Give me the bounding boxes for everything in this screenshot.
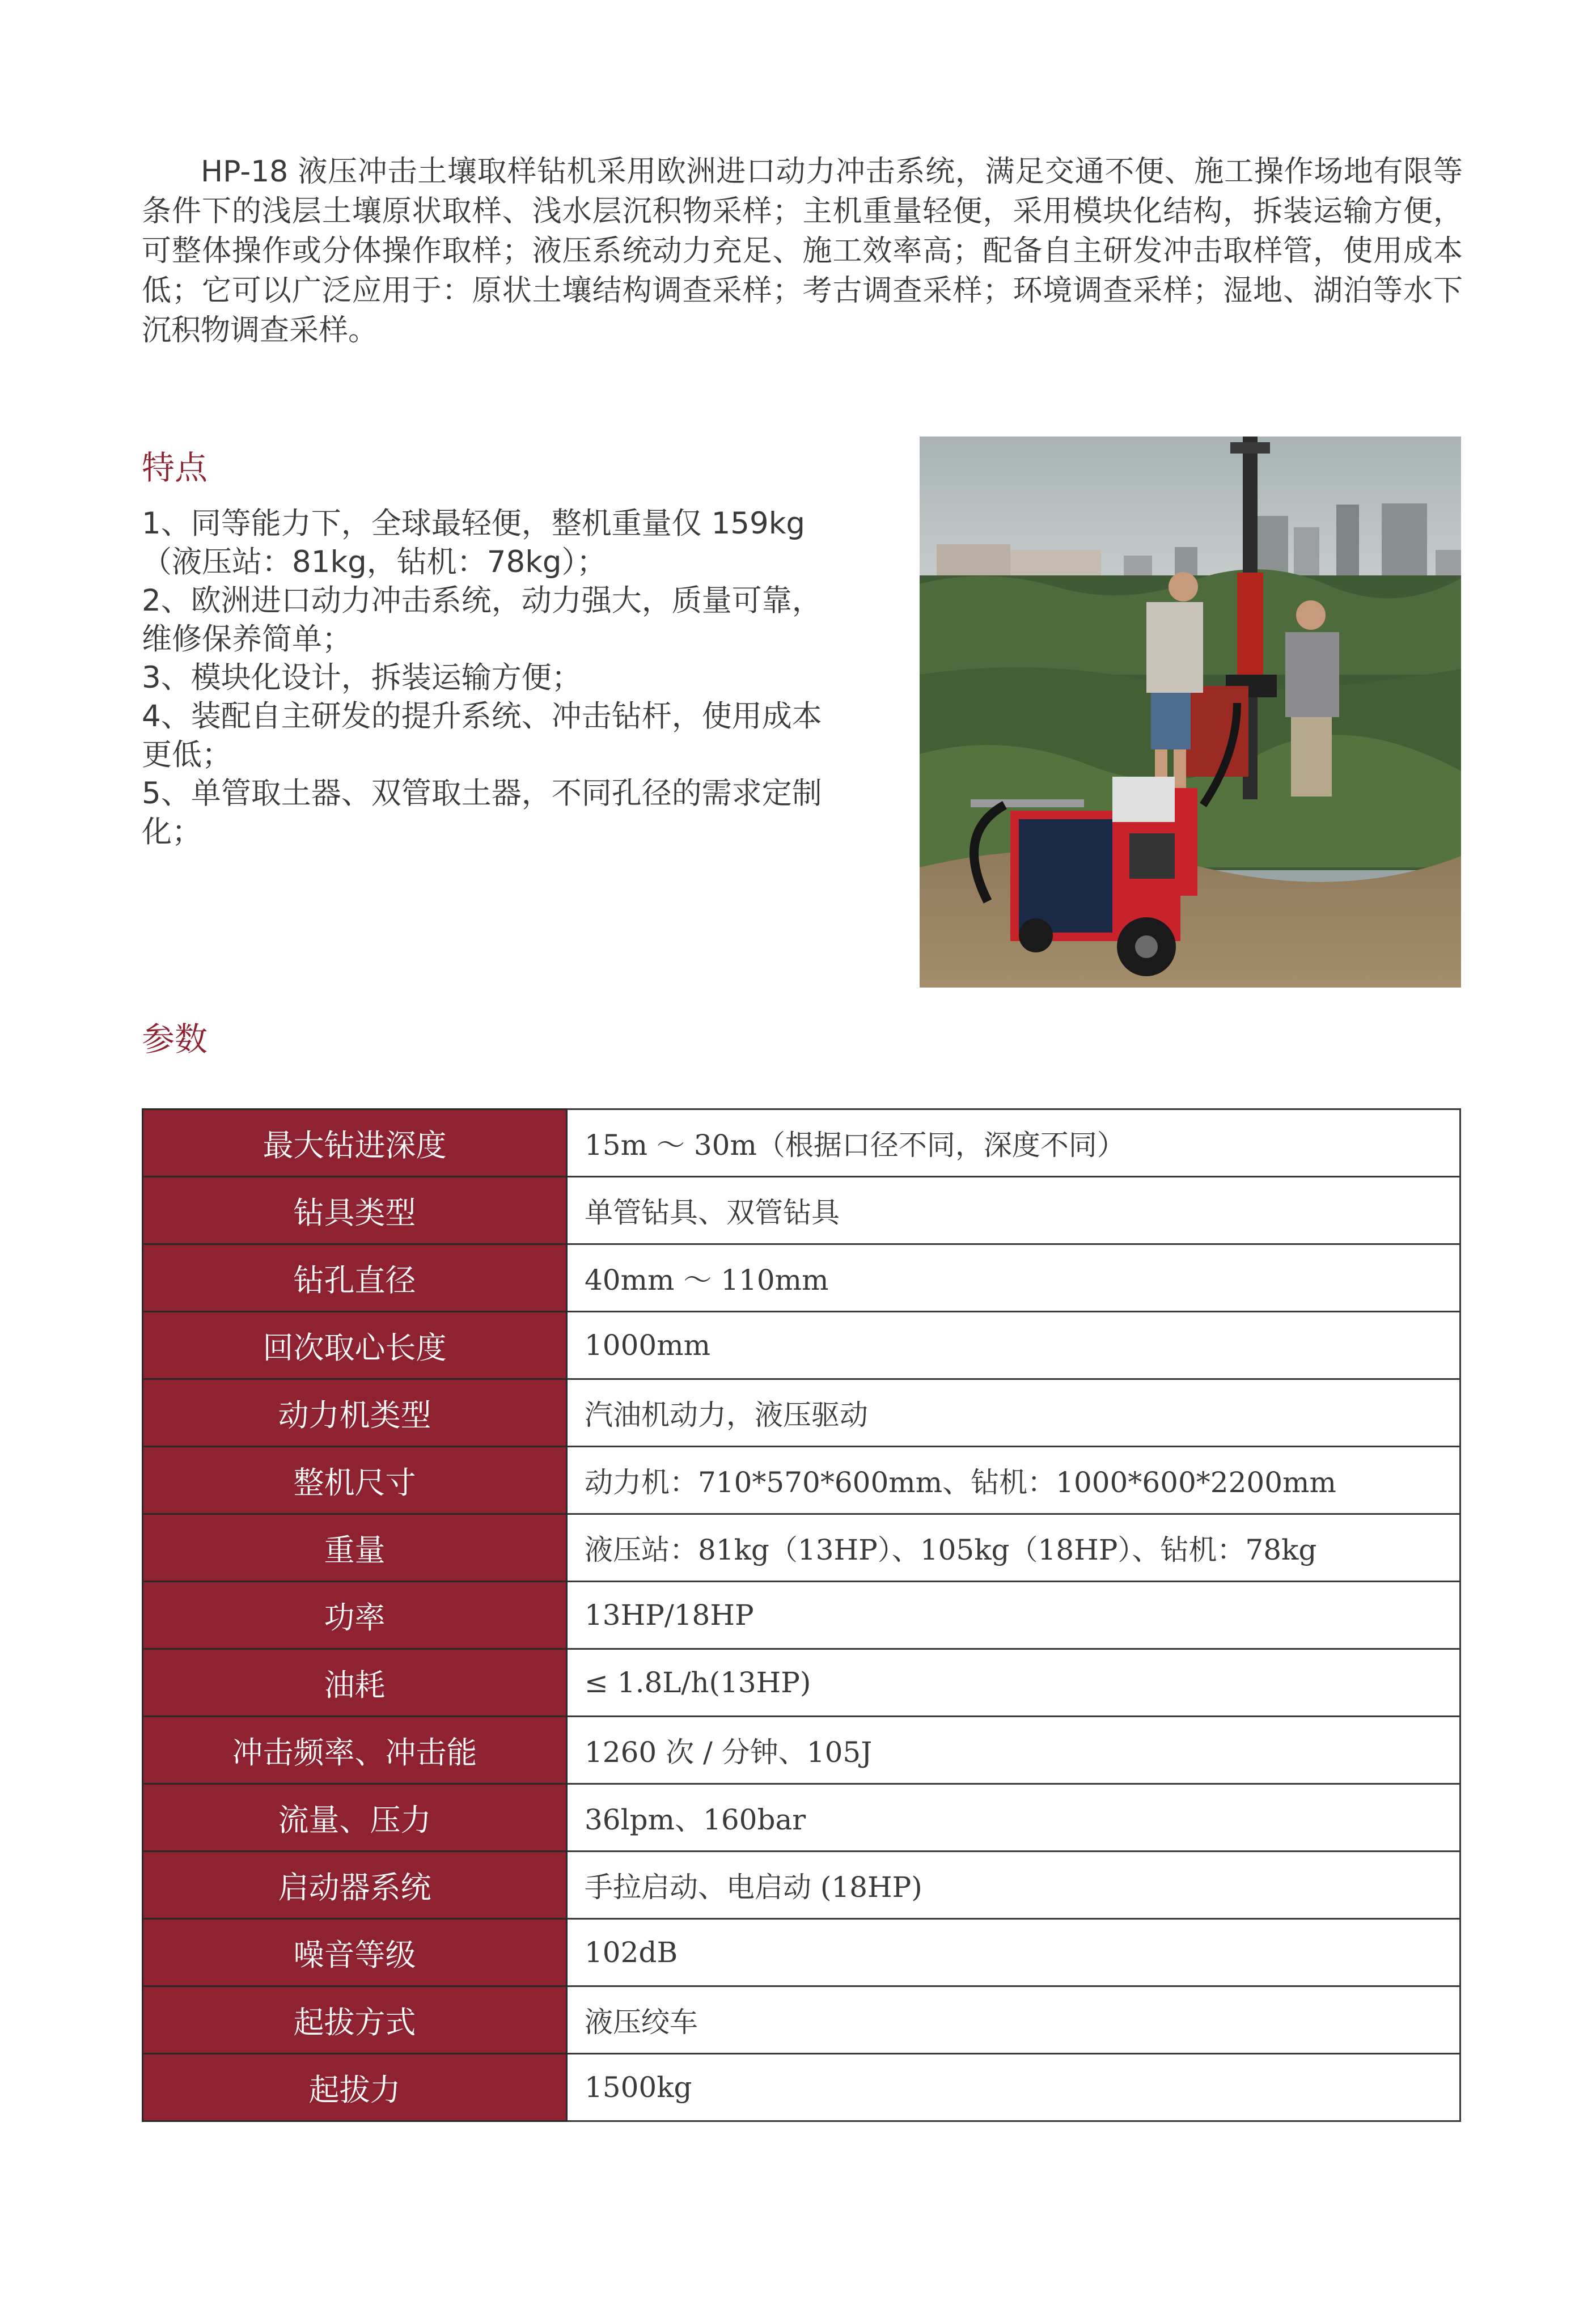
table-row bbox=[143, 1177, 1460, 1244]
param-name: 起拔方式 bbox=[143, 1986, 567, 2054]
params-table bbox=[142, 1108, 1461, 2122]
table-row bbox=[143, 1986, 1460, 2054]
param-name: 整机尺寸 bbox=[143, 1447, 567, 1514]
feature-item: 3、模块化设计，拆装运输方便； bbox=[142, 660, 582, 695]
param-name: 重量 bbox=[143, 1514, 567, 1582]
feature-item: 5、单管取土器、双管取土器，不同孔径的需求定制化； bbox=[142, 776, 822, 849]
param-value: 1500kg bbox=[567, 2054, 1460, 2121]
table-row bbox=[143, 1852, 1460, 1919]
table-row bbox=[143, 1379, 1460, 1447]
drill-rig-photo bbox=[920, 437, 1461, 988]
param-value: 102dB bbox=[567, 1919, 1460, 1986]
table-row bbox=[143, 1717, 1460, 1784]
param-value: 40mm ～ 110mm bbox=[567, 1244, 1460, 1312]
param-name: 最大钻进深度 bbox=[143, 1109, 567, 1177]
param-value: ≤ 1.8L/h(13HP) bbox=[567, 1649, 1460, 1717]
param-name: 启动器系统 bbox=[143, 1852, 567, 1919]
param-name: 动力机类型 bbox=[143, 1379, 567, 1447]
param-name: 油耗 bbox=[143, 1649, 567, 1717]
param-name: 起拔力 bbox=[143, 2054, 567, 2121]
param-name: 钻具类型 bbox=[143, 1177, 567, 1244]
param-value: 1000mm bbox=[567, 1312, 1460, 1379]
table-row bbox=[143, 1312, 1460, 1379]
features-list bbox=[142, 505, 839, 852]
param-value: 单管钻具、双管钻具 bbox=[567, 1177, 1460, 1244]
table-row bbox=[143, 1447, 1460, 1514]
table-row bbox=[143, 1919, 1460, 1986]
param-value: 1260 次 / 分钟、105J bbox=[567, 1717, 1460, 1784]
param-value: 36lpm、160bar bbox=[567, 1784, 1460, 1852]
param-name: 流量、压力 bbox=[143, 1784, 567, 1852]
table-row bbox=[143, 1514, 1460, 1582]
param-value: 汽油机动力，液压驱动 bbox=[567, 1379, 1460, 1447]
table-row bbox=[143, 2054, 1460, 2121]
table-row bbox=[143, 1109, 1460, 1177]
param-name: 钻孔直径 bbox=[143, 1244, 567, 1312]
param-name: 回次取心长度 bbox=[143, 1312, 567, 1379]
intro-paragraph: HP-18 液压冲击土壤取样钻机采用欧洲进口动力冲击系统，满足交通不便、施工操作场地有限等条件下的浅层土壤原状取样、浅水层沉积物采样；主机重量轻便，采用模块化结构，拆装运输方便，可整体操作或分体操作取样；液压系统动力充足、施工效率高；配备自主研发冲击取样管，使用成本低；它可以广泛应用于：原状土壤结构调查采样；考古调查采样；环境调查采样；湿地、湖泊等水下沉积物调查采样。 bbox=[142, 155, 1463, 348]
params-title: 参数 bbox=[142, 1020, 208, 1058]
param-value: 动力机：710*570*600mm、钻机：1000*600*2200mm bbox=[567, 1447, 1460, 1514]
features-title: 特点 bbox=[142, 448, 208, 487]
param-value: 液压绞车 bbox=[567, 1986, 1460, 2054]
param-value: 手拉启动、电启动 (18HP) bbox=[567, 1852, 1460, 1919]
feature-item: 4、装配自主研发的提升系统、冲击钻杆，使用成本更低； bbox=[142, 699, 822, 772]
table-row bbox=[143, 1244, 1460, 1312]
table-row bbox=[143, 1649, 1460, 1717]
feature-item: 1、同等能力下，全球最轻便，整机重量仅 159kg（液压站：81kg，钻机：78kg）； bbox=[142, 506, 806, 579]
param-value: 液压站：81kg（13HP）、105kg（18HP）、钻机：78kg bbox=[567, 1514, 1460, 1582]
feature-item: 2、欧洲进口动力冲击系统，动力强大，质量可靠，维修保养简单； bbox=[142, 583, 822, 656]
param-name: 噪音等级 bbox=[143, 1919, 567, 1986]
param-value: 13HP/18HP bbox=[567, 1582, 1460, 1649]
param-value: 15m ～ 30m（根据口径不同，深度不同） bbox=[567, 1109, 1460, 1177]
table-row bbox=[143, 1582, 1460, 1649]
param-name: 冲击频率、冲击能 bbox=[143, 1717, 567, 1784]
table-row bbox=[143, 1784, 1460, 1852]
param-name: 功率 bbox=[143, 1582, 567, 1649]
